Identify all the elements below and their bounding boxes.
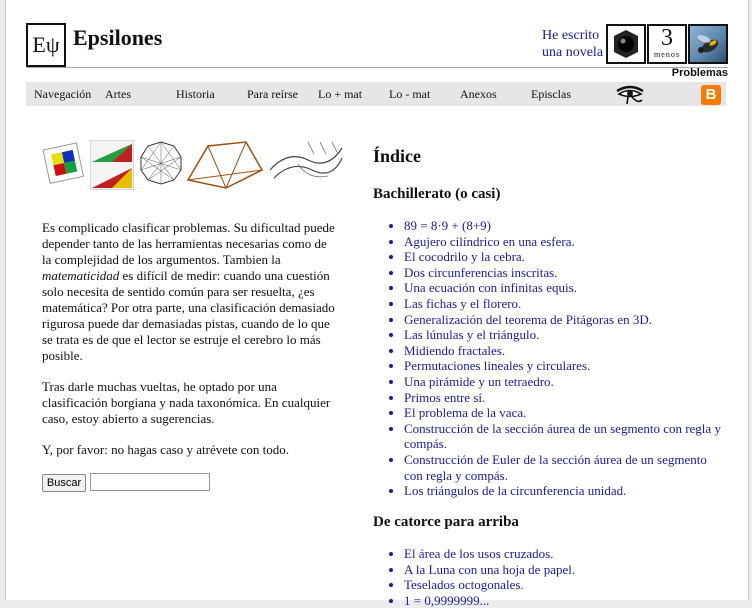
three-number: 3: [661, 25, 673, 51]
curves-thumbnail-icon[interactable]: [268, 140, 344, 188]
problem-link[interactable]: El problema de la vaca.: [404, 405, 527, 421]
intro-text: [42, 220, 338, 473]
problem-link[interactable]: Agujero cilíndrico en una esfera.: [404, 233, 575, 249]
problem-link[interactable]: 89 = 8·9 + (8+9): [404, 218, 491, 233]
list-item: [404, 483, 726, 499]
nav-artes[interactable]: Artes: [105, 87, 131, 101]
problem-link[interactable]: 1 = 0,9999999...: [404, 592, 490, 608]
novel-link[interactable]: He escrito una novela: [542, 28, 604, 60]
site-logo[interactable]: Eψ: [26, 23, 66, 67]
novel-book-icon[interactable]: [606, 24, 646, 64]
problem-link[interactable]: Midiendo fractales.: [404, 342, 506, 358]
list-item: [404, 562, 726, 578]
list-item: [404, 546, 726, 562]
problem-link[interactable]: Los triángulos de la circunferencia unidad.: [404, 483, 627, 499]
nav-lo-mas-mat[interactable]: Lo + mat: [318, 87, 363, 101]
tiles-thumbnail-icon[interactable]: [42, 140, 86, 184]
nav-navegacion[interactable]: Navegación: [34, 87, 92, 101]
bachillerato-list: [386, 218, 726, 499]
list-item: [404, 249, 726, 265]
list-item: [404, 374, 726, 390]
problem-link[interactable]: Dos circunferencias inscritas.: [404, 264, 558, 280]
search-button[interactable]: Buscar: [42, 474, 86, 492]
intro-paragraph-3: Y, por favor: no hagas caso y atrévete con todo.: [42, 442, 290, 457]
nav-anexos[interactable]: Anexos: [460, 87, 497, 101]
problemas-label: Problemas: [671, 67, 728, 79]
intro-p1-em: matematicidad: [42, 268, 120, 283]
list-item: [404, 218, 726, 234]
problem-link[interactable]: El cocodrilo y la cebra.: [404, 249, 525, 265]
list-item: [404, 296, 726, 312]
nav-lo-menos-mat[interactable]: Lo - mat: [389, 87, 431, 101]
problem-thumbnails: [42, 140, 352, 196]
list-item: [404, 452, 726, 483]
intro-p1-before: Es complicado clasificar problemas. Su dificultad puede depender tanto de las herramientas necesarias como de la complejidad de los argumentos. Tambien la: [42, 220, 335, 267]
index-title: Índice: [373, 146, 422, 166]
problem-link[interactable]: Las lúnulas y el triángulo.: [404, 327, 540, 343]
problem-link[interactable]: Teselados octogonales.: [404, 577, 524, 593]
pyramid-thumbnail-icon[interactable]: [186, 140, 264, 190]
nav-bar: [26, 82, 726, 106]
list-item: [404, 577, 726, 593]
three-minus-icon[interactable]: [647, 24, 687, 64]
problem-link[interactable]: Permutaciones lineales y circulares.: [404, 358, 591, 374]
site-title[interactable]: Epsilones: [73, 25, 163, 50]
list-item: [404, 421, 726, 452]
three-sub-label: menos: [654, 50, 680, 59]
problem-link[interactable]: El área de los usos cruzados.: [404, 546, 554, 561]
list-item: [404, 358, 726, 374]
list-item: [404, 390, 726, 406]
problem-link[interactable]: Una ecuación con infinitas equis.: [404, 280, 577, 296]
section-catorce-title: De catorce para arriba: [373, 514, 519, 530]
search-input[interactable]: [90, 473, 210, 491]
problem-link[interactable]: Las fichas y el florero.: [404, 295, 522, 311]
problem-link[interactable]: A la Luna con una hoja de papel.: [404, 561, 576, 577]
eye-of-horus-icon[interactable]: [614, 82, 646, 106]
list-item: [404, 312, 726, 328]
nav-episclas[interactable]: Episclas: [531, 87, 571, 101]
list-item: [404, 234, 726, 250]
problem-link[interactable]: Construcción de la sección áurea de un segmento con regla y compás.: [404, 420, 721, 452]
blogger-icon[interactable]: B: [701, 85, 721, 105]
page: [5, 0, 749, 608]
problem-link[interactable]: Generalización del teorema de Pitágoras en 3D.: [404, 311, 652, 327]
pythagoras-thumbnail-icon[interactable]: [90, 140, 134, 190]
intro-paragraph-1: [42, 220, 338, 364]
list-item: [404, 265, 726, 281]
header-divider: [26, 67, 728, 68]
nav-historia[interactable]: Historia: [176, 87, 215, 101]
list-item: [404, 343, 726, 359]
polygon-thumbnail-icon[interactable]: [138, 140, 184, 186]
catorce-list: [386, 546, 726, 608]
wasp-icon[interactable]: [688, 24, 728, 64]
nav-para-reirse[interactable]: Para reírse: [247, 87, 298, 101]
list-item: [404, 280, 726, 296]
problem-link[interactable]: Una pirámide y un tetraedro.: [404, 373, 554, 389]
problem-link[interactable]: Construcción de Euler de la sección áurea de un segmento con regla y compás.: [404, 451, 707, 483]
list-item: [404, 593, 726, 608]
list-item: [404, 405, 726, 421]
intro-p1-after: es difícil de medir: cuando una cuestión solo necesita de sentido común para ser resuelta, ¿es matemática? Por otra parte, una clasificación demasiado rigurosa puede dar demasiadas pistas, cuando de lo que se trata es de que el lector se estruje el cerebro lo más posible.: [42, 268, 335, 363]
problem-link[interactable]: Primos entre sí.: [404, 389, 486, 405]
intro-paragraph-2: Tras darle muchas vueltas, he optado por una clasificación borgiana y nada taxonómica. En cualquier caso, estoy abierto a sugerencias.: [42, 379, 331, 426]
section-bachillerato-title: Bachillerato (o casi): [373, 186, 501, 202]
list-item: [404, 327, 726, 343]
